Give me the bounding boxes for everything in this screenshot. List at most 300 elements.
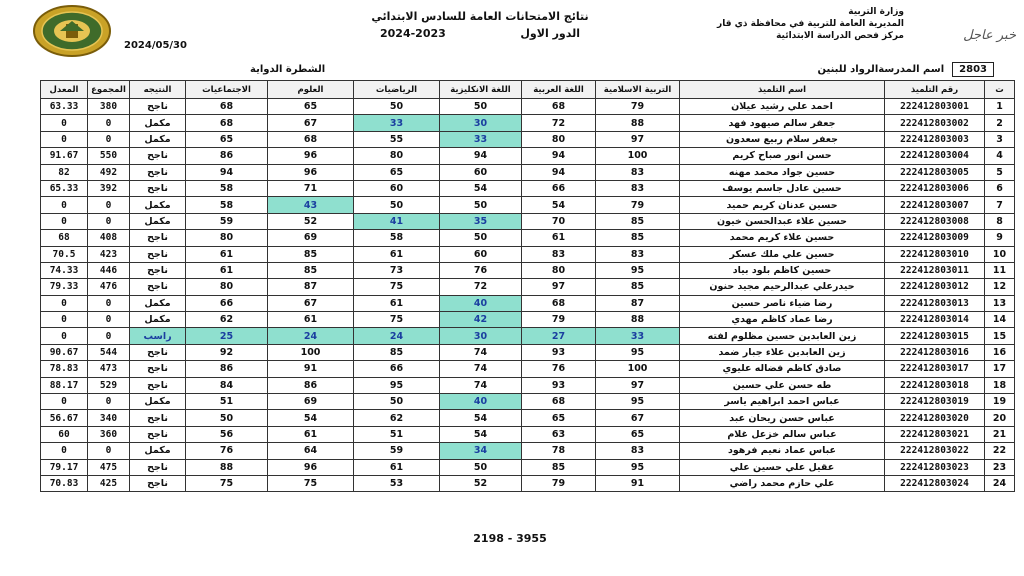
english-grade: 74 bbox=[440, 377, 522, 393]
islamic-grade: 33 bbox=[596, 328, 680, 344]
science-grade: 69 bbox=[268, 230, 354, 246]
result-status: ناجح bbox=[130, 246, 186, 262]
average-score: 60 bbox=[41, 426, 88, 442]
row-number: 5 bbox=[985, 164, 1015, 180]
student-id: 222412803020 bbox=[885, 410, 985, 426]
row-number: 20 bbox=[985, 410, 1015, 426]
science-grade: 69 bbox=[268, 394, 354, 410]
result-status: ناجح bbox=[130, 344, 186, 360]
ministry-header bbox=[644, 6, 904, 42]
social-grade: 94 bbox=[186, 164, 268, 180]
column-header: اللغة العربية bbox=[522, 81, 596, 99]
student-id: 222412803015 bbox=[885, 328, 985, 344]
result-status: ناجح bbox=[130, 230, 186, 246]
student-id: 222412803014 bbox=[885, 312, 985, 328]
math-grade: 73 bbox=[354, 262, 440, 278]
science-grade: 67 bbox=[268, 115, 354, 131]
islamic-grade: 85 bbox=[596, 230, 680, 246]
english-grade: 54 bbox=[440, 426, 522, 442]
result-status: ناجح bbox=[130, 180, 186, 196]
table-row bbox=[41, 377, 1015, 393]
arabic-grade: 78 bbox=[522, 443, 596, 459]
exam-round: الدور الاول bbox=[520, 27, 580, 40]
row-number: 2 bbox=[985, 115, 1015, 131]
student-name: صادق كاظم فضاله عليوي bbox=[680, 361, 885, 377]
social-grade: 59 bbox=[186, 213, 268, 229]
math-grade: 66 bbox=[354, 361, 440, 377]
watermark-text: خبر عاجل bbox=[963, 28, 1016, 43]
result-status: ناجح bbox=[130, 410, 186, 426]
student-id: 222412803002 bbox=[885, 115, 985, 131]
student-name: حيدرعلي عبدالرحيم مجيد حنون bbox=[680, 279, 885, 295]
result-status: ناجح bbox=[130, 99, 186, 115]
average-score: 91.67 bbox=[41, 148, 88, 164]
social-grade: 68 bbox=[186, 99, 268, 115]
science-grade: 43 bbox=[268, 197, 354, 213]
result-status: ناجح bbox=[130, 459, 186, 475]
math-grade: 61 bbox=[354, 295, 440, 311]
result-status: ناجح bbox=[130, 279, 186, 295]
english-grade: 35 bbox=[440, 213, 522, 229]
district-name: الشطرة الدواية bbox=[250, 63, 326, 75]
arabic-grade: 54 bbox=[522, 197, 596, 213]
result-status: مكمل bbox=[130, 213, 186, 229]
table-row bbox=[41, 443, 1015, 459]
islamic-grade: 97 bbox=[596, 377, 680, 393]
social-grade: 25 bbox=[186, 328, 268, 344]
english-grade: 94 bbox=[440, 148, 522, 164]
english-grade: 54 bbox=[440, 180, 522, 196]
table-row bbox=[41, 295, 1015, 311]
row-number: 18 bbox=[985, 377, 1015, 393]
column-header: المعدل bbox=[41, 81, 88, 99]
result-status: مكمل bbox=[130, 312, 186, 328]
arabic-grade: 83 bbox=[522, 246, 596, 262]
english-grade: 33 bbox=[440, 131, 522, 147]
total-score: 0 bbox=[88, 197, 130, 213]
total-score: 0 bbox=[88, 213, 130, 229]
student-id: 222412803006 bbox=[885, 180, 985, 196]
arabic-grade: 93 bbox=[522, 377, 596, 393]
science-grade: 96 bbox=[268, 148, 354, 164]
social-grade: 80 bbox=[186, 230, 268, 246]
row-number: 4 bbox=[985, 148, 1015, 164]
math-grade: 59 bbox=[354, 443, 440, 459]
science-grade: 75 bbox=[268, 475, 354, 491]
islamic-grade: 85 bbox=[596, 213, 680, 229]
social-grade: 68 bbox=[186, 115, 268, 131]
science-grade: 87 bbox=[268, 279, 354, 295]
arabic-grade: 79 bbox=[522, 475, 596, 491]
arabic-grade: 63 bbox=[522, 426, 596, 442]
row-number: 15 bbox=[985, 328, 1015, 344]
student-name: عباس سالم خزعل غلام bbox=[680, 426, 885, 442]
science-grade: 24 bbox=[268, 328, 354, 344]
social-grade: 92 bbox=[186, 344, 268, 360]
student-id: 222412803010 bbox=[885, 246, 985, 262]
table-row bbox=[41, 131, 1015, 147]
total-score: 360 bbox=[88, 426, 130, 442]
islamic-grade: 95 bbox=[596, 344, 680, 360]
math-grade: 80 bbox=[354, 148, 440, 164]
student-id: 222412803008 bbox=[885, 213, 985, 229]
row-number: 6 bbox=[985, 180, 1015, 196]
student-id: 222412803016 bbox=[885, 344, 985, 360]
average-score: 70.5 bbox=[41, 246, 88, 262]
math-grade: 55 bbox=[354, 131, 440, 147]
table-row bbox=[41, 344, 1015, 360]
student-name: جعفر سلام ربيع سعدون bbox=[680, 131, 885, 147]
result-status: مكمل bbox=[130, 443, 186, 459]
social-grade: 61 bbox=[186, 262, 268, 278]
total-score: 392 bbox=[88, 180, 130, 196]
arabic-grade: 94 bbox=[522, 164, 596, 180]
student-id: 222412803012 bbox=[885, 279, 985, 295]
average-score: 0 bbox=[41, 197, 88, 213]
total-score: 0 bbox=[88, 328, 130, 344]
english-grade: 50 bbox=[440, 459, 522, 475]
row-number: 1 bbox=[985, 99, 1015, 115]
english-grade: 76 bbox=[440, 262, 522, 278]
student-id: 222412803001 bbox=[885, 99, 985, 115]
english-grade: 60 bbox=[440, 246, 522, 262]
average-score: 0 bbox=[41, 328, 88, 344]
table-row bbox=[41, 410, 1015, 426]
student-name: حسين علاء كريم محمد bbox=[680, 230, 885, 246]
student-id: 222412803018 bbox=[885, 377, 985, 393]
row-number: 11 bbox=[985, 262, 1015, 278]
arabic-grade: 93 bbox=[522, 344, 596, 360]
total-score: 0 bbox=[88, 131, 130, 147]
islamic-grade: 83 bbox=[596, 443, 680, 459]
arabic-grade: 80 bbox=[522, 131, 596, 147]
total-score: 408 bbox=[88, 230, 130, 246]
math-grade: 61 bbox=[354, 246, 440, 262]
directorate-name: المديرية العامة للتربية في محافظة ذي قار bbox=[717, 19, 904, 29]
average-score: 74.33 bbox=[41, 262, 88, 278]
student-name: عباس عماد نعيم فرهود bbox=[680, 443, 885, 459]
english-grade: 34 bbox=[440, 443, 522, 459]
total-score: 544 bbox=[88, 344, 130, 360]
student-name: حسين علاء عبدالحسن خيون bbox=[680, 213, 885, 229]
math-grade: 62 bbox=[354, 410, 440, 426]
report-date: 2024/05/30 bbox=[124, 40, 187, 51]
row-number: 9 bbox=[985, 230, 1015, 246]
student-name: علي حازم محمد راضي bbox=[680, 475, 885, 491]
english-grade: 50 bbox=[440, 230, 522, 246]
english-grade: 52 bbox=[440, 475, 522, 491]
student-number-range: 2198 - 3955 bbox=[473, 532, 547, 545]
islamic-grade: 83 bbox=[596, 246, 680, 262]
row-number: 14 bbox=[985, 312, 1015, 328]
arabic-grade: 79 bbox=[522, 312, 596, 328]
student-name: جعفر سالم صيهود فهد bbox=[680, 115, 885, 131]
science-grade: 65 bbox=[268, 99, 354, 115]
total-score: 340 bbox=[88, 410, 130, 426]
student-name: حسين كاظم بلود بياد bbox=[680, 262, 885, 278]
islamic-grade: 83 bbox=[596, 164, 680, 180]
english-grade: 30 bbox=[440, 328, 522, 344]
row-number: 22 bbox=[985, 443, 1015, 459]
islamic-grade: 85 bbox=[596, 279, 680, 295]
social-grade: 75 bbox=[186, 475, 268, 491]
student-name: زين العابدين علاء جبار ضمد bbox=[680, 344, 885, 360]
student-name: عقيل علي حسين علي bbox=[680, 459, 885, 475]
social-grade: 80 bbox=[186, 279, 268, 295]
science-grade: 85 bbox=[268, 246, 354, 262]
total-score: 0 bbox=[88, 115, 130, 131]
result-status: ناجح bbox=[130, 262, 186, 278]
islamic-grade: 95 bbox=[596, 459, 680, 475]
student-name: حسين جواد محمد مهنه bbox=[680, 164, 885, 180]
student-id: 222412803013 bbox=[885, 295, 985, 311]
arabic-grade: 66 bbox=[522, 180, 596, 196]
column-header: التربية الاسلامية bbox=[596, 81, 680, 99]
average-score: 0 bbox=[41, 312, 88, 328]
row-number: 12 bbox=[985, 279, 1015, 295]
english-grade: 40 bbox=[440, 394, 522, 410]
column-header: اللغة الانكليزية bbox=[440, 81, 522, 99]
islamic-grade: 95 bbox=[596, 262, 680, 278]
average-score: 0 bbox=[41, 394, 88, 410]
average-score: 88.17 bbox=[41, 377, 88, 393]
report-title: نتائج الامتحانات العامة للسادس الابتدائي bbox=[371, 10, 589, 23]
science-grade: 68 bbox=[268, 131, 354, 147]
islamic-grade: 79 bbox=[596, 197, 680, 213]
table-row bbox=[41, 328, 1015, 344]
column-header: رقم التلميذ bbox=[885, 81, 985, 99]
student-name: حسن انور صباح كريم bbox=[680, 148, 885, 164]
total-score: 380 bbox=[88, 99, 130, 115]
total-score: 423 bbox=[88, 246, 130, 262]
total-score: 0 bbox=[88, 295, 130, 311]
column-header: الاجتماعيات bbox=[186, 81, 268, 99]
row-number: 16 bbox=[985, 344, 1015, 360]
student-id: 222412803024 bbox=[885, 475, 985, 491]
english-grade: 50 bbox=[440, 99, 522, 115]
arabic-grade: 85 bbox=[522, 459, 596, 475]
average-score: 0 bbox=[41, 131, 88, 147]
student-id: 222412803021 bbox=[885, 426, 985, 442]
result-status: ناجح bbox=[130, 377, 186, 393]
islamic-grade: 88 bbox=[596, 115, 680, 131]
table-row bbox=[41, 262, 1015, 278]
table-row bbox=[41, 164, 1015, 180]
social-grade: 86 bbox=[186, 148, 268, 164]
islamic-grade: 95 bbox=[596, 394, 680, 410]
student-name: حسين عادل جاسم يوسف bbox=[680, 180, 885, 196]
result-status: مكمل bbox=[130, 197, 186, 213]
average-score: 78.83 bbox=[41, 361, 88, 377]
table-row bbox=[41, 197, 1015, 213]
arabic-grade: 61 bbox=[522, 230, 596, 246]
total-score: 473 bbox=[88, 361, 130, 377]
table-row bbox=[41, 115, 1015, 131]
student-id: 222412803009 bbox=[885, 230, 985, 246]
english-grade: 74 bbox=[440, 344, 522, 360]
row-number: 8 bbox=[985, 213, 1015, 229]
result-status: راسب bbox=[130, 328, 186, 344]
result-status: مكمل bbox=[130, 394, 186, 410]
average-score: 79.33 bbox=[41, 279, 88, 295]
math-grade: 75 bbox=[354, 279, 440, 295]
student-id: 222412803003 bbox=[885, 131, 985, 147]
islamic-grade: 87 bbox=[596, 295, 680, 311]
math-grade: 58 bbox=[354, 230, 440, 246]
table-row bbox=[41, 475, 1015, 491]
math-grade: 33 bbox=[354, 115, 440, 131]
math-grade: 61 bbox=[354, 459, 440, 475]
table-row bbox=[41, 394, 1015, 410]
english-grade: 50 bbox=[440, 197, 522, 213]
student-id: 222412803023 bbox=[885, 459, 985, 475]
social-grade: 58 bbox=[186, 180, 268, 196]
table-row bbox=[41, 213, 1015, 229]
science-grade: 61 bbox=[268, 426, 354, 442]
table-row bbox=[41, 279, 1015, 295]
student-name: عباس احمد ابراهيم ياسر bbox=[680, 394, 885, 410]
math-grade: 60 bbox=[354, 180, 440, 196]
school-code: 2803 bbox=[952, 62, 994, 77]
row-number: 23 bbox=[985, 459, 1015, 475]
math-grade: 85 bbox=[354, 344, 440, 360]
table-row bbox=[41, 459, 1015, 475]
student-name: رضا عماد كاظم مهدي bbox=[680, 312, 885, 328]
result-status: مكمل bbox=[130, 131, 186, 147]
result-status: ناجح bbox=[130, 148, 186, 164]
english-grade: 60 bbox=[440, 164, 522, 180]
row-number: 13 bbox=[985, 295, 1015, 311]
social-grade: 66 bbox=[186, 295, 268, 311]
arabic-grade: 80 bbox=[522, 262, 596, 278]
total-score: 0 bbox=[88, 312, 130, 328]
math-grade: 50 bbox=[354, 99, 440, 115]
table-row bbox=[41, 230, 1015, 246]
english-grade: 72 bbox=[440, 279, 522, 295]
student-name: طه حسن علي حسين bbox=[680, 377, 885, 393]
student-name: حسين علي ملك عسكر bbox=[680, 246, 885, 262]
english-grade: 30 bbox=[440, 115, 522, 131]
column-header: المجموع bbox=[88, 81, 130, 99]
ministry-seal-icon bbox=[32, 5, 112, 57]
table-body bbox=[41, 99, 1015, 492]
total-score: 529 bbox=[88, 377, 130, 393]
result-status: مكمل bbox=[130, 295, 186, 311]
total-score: 492 bbox=[88, 164, 130, 180]
school-name: الرواد للبنين bbox=[817, 63, 879, 75]
arabic-grade: 68 bbox=[522, 295, 596, 311]
science-grade: 100 bbox=[268, 344, 354, 360]
result-status: ناجح bbox=[130, 426, 186, 442]
average-score: 82 bbox=[41, 164, 88, 180]
row-number: 3 bbox=[985, 131, 1015, 147]
average-score: 79.17 bbox=[41, 459, 88, 475]
social-grade: 51 bbox=[186, 394, 268, 410]
student-id: 222412803011 bbox=[885, 262, 985, 278]
exam-center-name: مركز فحص الدراسة الابتدائية bbox=[776, 31, 904, 41]
table-row bbox=[41, 426, 1015, 442]
science-grade: 61 bbox=[268, 312, 354, 328]
islamic-grade: 83 bbox=[596, 180, 680, 196]
school-info bbox=[40, 60, 994, 78]
table-row bbox=[41, 148, 1015, 164]
total-score: 0 bbox=[88, 394, 130, 410]
science-grade: 86 bbox=[268, 377, 354, 393]
arabic-grade: 70 bbox=[522, 213, 596, 229]
english-grade: 40 bbox=[440, 295, 522, 311]
total-score: 446 bbox=[88, 262, 130, 278]
social-grade: 62 bbox=[186, 312, 268, 328]
science-grade: 52 bbox=[268, 213, 354, 229]
average-score: 63.33 bbox=[41, 99, 88, 115]
average-score: 0 bbox=[41, 295, 88, 311]
column-header: ت bbox=[985, 81, 1015, 99]
math-grade: 50 bbox=[354, 197, 440, 213]
islamic-grade: 88 bbox=[596, 312, 680, 328]
islamic-grade: 67 bbox=[596, 410, 680, 426]
row-number: 17 bbox=[985, 361, 1015, 377]
science-grade: 64 bbox=[268, 443, 354, 459]
math-grade: 24 bbox=[354, 328, 440, 344]
row-number: 24 bbox=[985, 475, 1015, 491]
report-subtitle bbox=[360, 27, 600, 40]
result-status: مكمل bbox=[130, 115, 186, 131]
school-label: اسم المدرسة bbox=[878, 63, 945, 75]
social-grade: 50 bbox=[186, 410, 268, 426]
arabic-grade: 68 bbox=[522, 99, 596, 115]
social-grade: 58 bbox=[186, 197, 268, 213]
math-grade: 53 bbox=[354, 475, 440, 491]
student-id: 222412803022 bbox=[885, 443, 985, 459]
average-score: 70.83 bbox=[41, 475, 88, 491]
math-grade: 65 bbox=[354, 164, 440, 180]
table-row bbox=[41, 180, 1015, 196]
average-score: 68 bbox=[41, 230, 88, 246]
science-grade: 96 bbox=[268, 459, 354, 475]
average-score: 65.33 bbox=[41, 180, 88, 196]
total-score: 476 bbox=[88, 279, 130, 295]
student-name: حسين عدنان كريم حميد bbox=[680, 197, 885, 213]
social-grade: 86 bbox=[186, 361, 268, 377]
social-grade: 61 bbox=[186, 246, 268, 262]
social-grade: 84 bbox=[186, 377, 268, 393]
science-grade: 54 bbox=[268, 410, 354, 426]
science-grade: 85 bbox=[268, 262, 354, 278]
math-grade: 95 bbox=[354, 377, 440, 393]
average-score: 0 bbox=[41, 213, 88, 229]
islamic-grade: 97 bbox=[596, 131, 680, 147]
column-header: الرياضيات bbox=[354, 81, 440, 99]
social-grade: 65 bbox=[186, 131, 268, 147]
row-number: 7 bbox=[985, 197, 1015, 213]
row-number: 19 bbox=[985, 394, 1015, 410]
student-name: زين العابدين حسين مظلوم لفته bbox=[680, 328, 885, 344]
arabic-grade: 65 bbox=[522, 410, 596, 426]
total-score: 550 bbox=[88, 148, 130, 164]
islamic-grade: 79 bbox=[596, 99, 680, 115]
science-grade: 96 bbox=[268, 164, 354, 180]
english-grade: 42 bbox=[440, 312, 522, 328]
average-score: 90.67 bbox=[41, 344, 88, 360]
math-grade: 51 bbox=[354, 426, 440, 442]
math-grade: 50 bbox=[354, 394, 440, 410]
student-id: 222412803004 bbox=[885, 148, 985, 164]
average-score: 0 bbox=[41, 443, 88, 459]
english-grade: 74 bbox=[440, 361, 522, 377]
arabic-grade: 68 bbox=[522, 394, 596, 410]
arabic-grade: 27 bbox=[522, 328, 596, 344]
student-name: رضا ضياء ناصر حسين bbox=[680, 295, 885, 311]
